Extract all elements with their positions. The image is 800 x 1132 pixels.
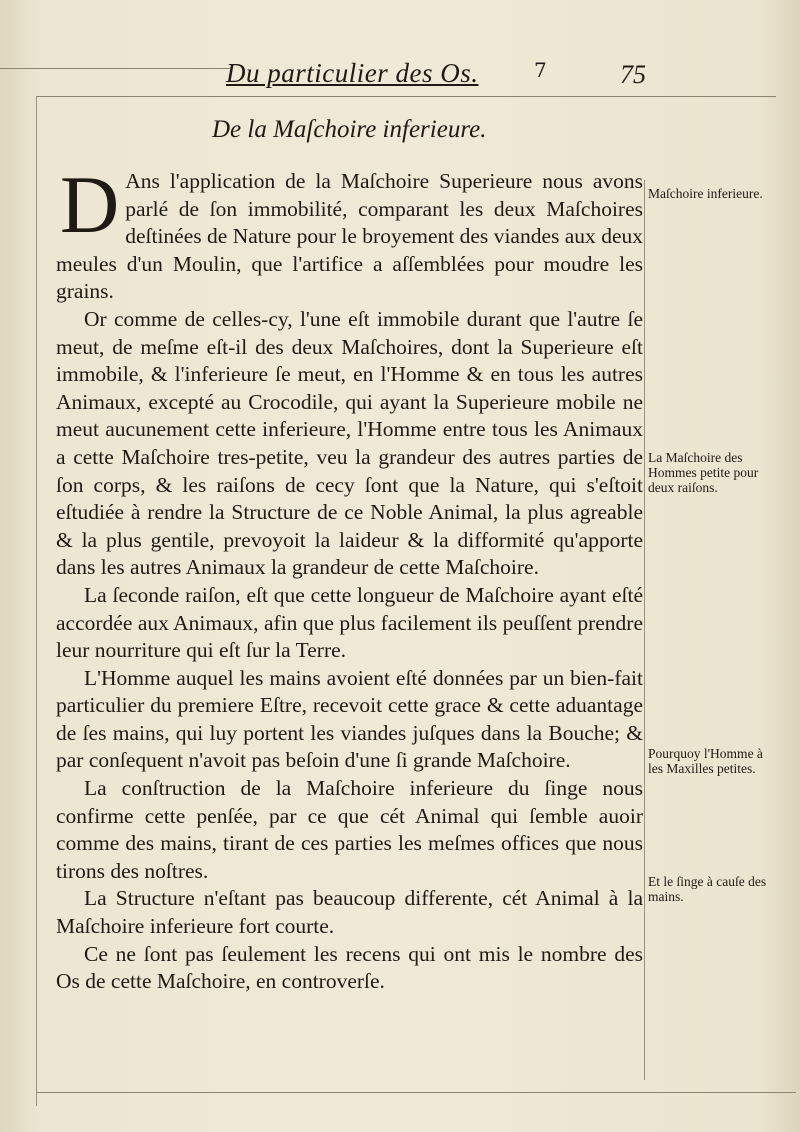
top-border-rule xyxy=(0,68,230,69)
page-number: 75 xyxy=(620,60,646,89)
margin-note-1: Maſchoire inferieure. xyxy=(648,186,763,201)
paragraph-3: La ſeconde raiſon, eſt que cette longueur de Maſchoire ayant eſté accordée aux Animaux, afin que plus facilement ils peuſſent prendre leur nourriture qui eſt ſur la Terre. xyxy=(56,582,643,663)
margin-note-3: Pourquoy l'Homme à les Maxilles petites. xyxy=(648,746,763,776)
running-head-mark: 7 xyxy=(534,58,547,82)
margin-note-2: La Maſchoire des Hommes petite pour deux raiſons. xyxy=(648,450,759,495)
text-column-rule xyxy=(644,180,645,1080)
paragraph-7: Ce ne ſont pas ſeulement les recens qui ont mis le nombre des Os de cette Maſchoire, en controverſe. xyxy=(56,941,643,994)
bottom-border-rule xyxy=(36,1092,796,1093)
chapter-title: De la Maſchoire inferieure. xyxy=(212,116,487,143)
running-head xyxy=(226,58,646,98)
paragraph-2: Or comme de celles-cy, l'une eſt immobile durant que l'autre ſe meut, de meſme eſt-il des deux Maſchoires, dont la Superieure eſt immobile, & l'inferieure ſe meut, en l'Homme & en tous les autres Animaux, excepté au Crocodile, qui ayant la Superieure mobile ne meut aucunement cette inferieure, l'Homme entre tous les Animaux a cette Maſchoire tres-petite, veu la grandeur des autres parties de ſon corps, & les raiſons de cecy ſont que la Nature, qui s'eſtoit eſtudiée à rendre la Structure de ce Noble Animal, la plus agreable & la plus gentile, prevoyoit la laideur & la difformité qu'apporte dans les autres Animaux la grandeur de cette Maſchoire. xyxy=(56,306,643,580)
paragraph-5: La conſtruction de la Maſchoire inferieure du ſinge nous confirme cette penſée, par ce que cét Animal qui ſemble auoir comme des mains, tirant de ces parties les meſmes offices que nous tirons des noſtres. xyxy=(56,776,643,883)
paragraph-1: D Ans l'application de la Maſchoire Superieure nous avons parlé de ſon immobilité, comparant les deux Maſchoires deſtinées de Nature pour le broyement des viandes aux deux meules d'un Moulin, que l'artifice a aſſemblées pour moudre les grains. xyxy=(56,159,643,304)
paragraph-6: La Structure n'eſtant pas beaucoup differente, cét Animal à la Maſchoire inferieure fort courte. xyxy=(56,886,643,939)
paragraph-4: L'Homme auquel les mains avoient eſté données par un bien-fait particulier du premiere Eſtre, recevoit cette grace & cette aduantage de ſes mains, qui luy portent les viandes juſques dans la Bouche; & par conſequent n'avoit pas beſoin d'une ſi grande Maſchoire. xyxy=(56,665,643,773)
running-head-title: Du particulier des Os. xyxy=(226,58,479,88)
left-frame-rule xyxy=(36,96,37,1106)
dropcap: D xyxy=(60,159,120,250)
margin-note-4: Et le ſinge à cauſe des mains. xyxy=(648,874,767,904)
body-text xyxy=(56,159,643,996)
